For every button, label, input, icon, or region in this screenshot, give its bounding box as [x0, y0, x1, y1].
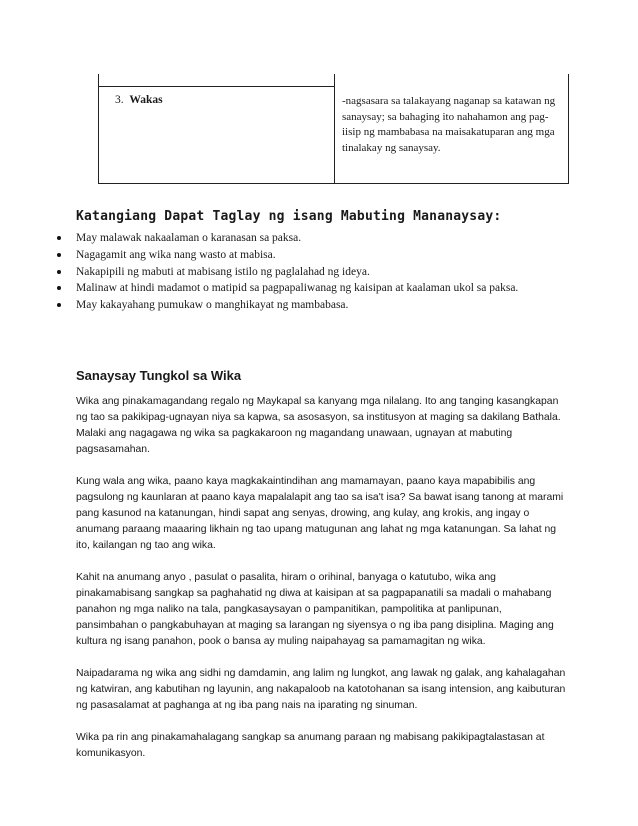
- table-border-top-left: [98, 86, 335, 87]
- essay-paragraph: Naipadarama ng wika ang sidhi ng damdamin, ang lalim ng lungkot, ang lawak ng galak, ang kahalagahan ng katwiran, ang kabutihan ng layunin, ang nakapaloob na katotohanan sa isang intension, ang kaibuturan ng pasasalamat at paghanga at ng iba pang nais na iparating ng sinuman.: [76, 668, 566, 711]
- table-border-right: [568, 74, 569, 184]
- row-description: -nagsasara sa talakayang naganap sa katawan ng sanaysay; sa bahaging ito nahahamon ang pag-iisip ng mambabasa na maisakatuparan ang mga tinalakay ng sanaysay.: [342, 95, 556, 154]
- list-item: May kakayahang pumukaw o manghikayat ng mambabasa.: [56, 297, 518, 314]
- list-item: May malawak nakaalaman o karanasan sa paksa.: [56, 230, 518, 247]
- essay-body: [76, 394, 566, 778]
- table-border-middle: [334, 74, 335, 184]
- list-item: Nagagamit ang wika nang wasto at mabisa.: [56, 247, 518, 264]
- table-border-left: [98, 74, 99, 184]
- table-border-bottom: [98, 183, 569, 184]
- essay-paragraph: Kung wala ang wika, paano kaya magkakaintindihan ang mamamayan, paano kaya mapabibilis ang pagsulong ng kaunlaran at paano kaya mapalalapit ang tao sa isa't isa? Sa bawat isang tanong at marami pang kasunod na katanungan, hindi sapat ang senyas, drowing, ang kulay, ang krokis, ang ingay o anumang paraang maaaring likhain ng tao upang matugunan ang lahat ng mga katanungan. Sa lahat ng ito, kailangan ng tao ang wika.: [76, 476, 564, 551]
- essay-title: Sanaysay Tungkol sa Wika: [76, 368, 242, 383]
- row-number: 3.: [115, 94, 124, 106]
- table-row-label: [115, 94, 163, 106]
- katangian-list: [56, 230, 518, 314]
- essay-paragraph: Kahit na anumang anyo , pasulat o pasalita, hiram o orihinal, banyaga o katutubo, wika ang pinakamabisang sangkap sa paghahatid ng diwa at kaisipan at sa pagpapanatili sa madali o mahabang panahon ng mga naliko na tala, pangkasaysayan o pampanitikan, pampolitika at panlipunan, pansimbahan o pangkabuhayan at maging sa larangan ng siyensya o ng iba pang disiplina. Maging ang kultura ng isang panahon, pook o bansa ay muling naipahayag sa pamamagitan ng wika.: [76, 572, 554, 647]
- list-item: Malinaw at hindi madamot o matipid sa pagpapaliwanag ng kaisipan at kaalaman ukol sa paksa.: [56, 280, 518, 297]
- katangian-title: Katangiang Dapat Taglay ng isang Mabuting Mananaysay:: [76, 209, 502, 224]
- parts-table: [98, 74, 569, 184]
- list-item: Nakapipili ng mabuti at mabisang istilo ng paglalahad ng ideya.: [56, 264, 518, 281]
- essay-paragraph: Wika ang pinakamagandang regalo ng Maykapal sa kanyang mga nilalang. Ito ang tanging kasangkapan ng tao sa pakikipag-ugnayan niya sa kapwa, sa asosasyon, sa institusyon at maging sa dakilang Bathala. Malaki ang nagagawa ng wika sa pagkakaroon ng magandang unawaan, ugnayan at mabuting pagsasamahan.: [76, 396, 561, 455]
- essay-paragraph: Wika pa rin ang pinakamahalagang sangkap sa anumang paraan ng mabisang pakikipagtalastasan at komunikasyon.: [76, 732, 545, 759]
- row-label: Wakas: [129, 94, 163, 106]
